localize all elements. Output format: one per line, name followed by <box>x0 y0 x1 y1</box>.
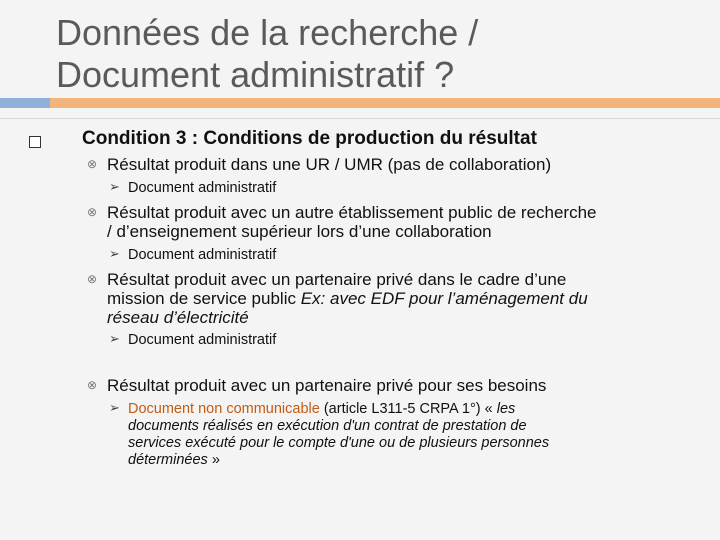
arrow-bullet-icon: ➢ <box>109 331 120 346</box>
item-1-line-1: Résultat produit dans une UR / UMR (pas de collaboration) <box>107 155 552 174</box>
item-4-sub-plain: (article L311-5 CRPA 1°) « <box>319 401 497 417</box>
item-4-sub-italic-3: services exécuté pour le compte d'une ou de plusieurs personnes <box>128 435 550 451</box>
arrow-bullet-icon: ➢ <box>109 179 120 194</box>
item-4-sub-italic-4: déterminées <box>128 452 208 468</box>
item-3-line-2 <box>107 289 588 308</box>
item-3-line-2-plain: mission de service public <box>107 289 301 308</box>
item-3-line-3: réseau d’électricité <box>107 308 249 327</box>
title-rule-orange <box>50 98 720 108</box>
item-4-sub-end: » <box>207 452 220 468</box>
item-1-sub: Document administratif <box>128 180 277 196</box>
title-rule-blue <box>0 98 50 108</box>
arrow-bullet-icon: ➢ <box>109 400 120 415</box>
item-2-sub: Document administratif <box>128 247 277 263</box>
sun-bullet-icon: ⊗ <box>87 378 98 392</box>
arrow-bullet-icon: ➢ <box>109 246 120 261</box>
item-4-sub-italic-1: les <box>496 401 516 417</box>
non-communicable-highlight: Document non communicable <box>128 401 320 417</box>
item-2-line-1: Résultat produit avec un autre établissement public de recherche <box>107 203 597 222</box>
item-4-line-1: Résultat produit avec un partenaire privé pour ses besoins <box>107 376 547 395</box>
slide-title <box>56 12 696 96</box>
item-3-line-1: Résultat produit avec un partenaire privé dans le cadre d’une <box>107 270 567 289</box>
box-bullet-icon <box>29 136 41 148</box>
sun-bullet-icon: ⊗ <box>87 157 98 171</box>
item-4-sub-italic-2: documents réalisés en exécution d'un contrat de prestation de <box>128 418 527 434</box>
item-3-sub: Document administratif <box>128 332 277 348</box>
condition-heading: Condition 3 : Conditions de production du résultat <box>82 128 537 149</box>
item-2-line-2: / d’enseignement supérieur lors d’une collaboration <box>107 222 492 241</box>
sun-bullet-icon: ⊗ <box>87 272 98 286</box>
title-rule-thin <box>0 118 720 119</box>
sun-bullet-icon: ⊗ <box>87 205 98 219</box>
title-line-2: Document administratif ? <box>56 54 455 95</box>
item-3-line-2-italic: Ex: avec EDF pour l’aménagement du <box>300 289 588 308</box>
item-4-sub <box>128 401 688 469</box>
title-line-1: Données de la recherche / <box>56 12 479 53</box>
